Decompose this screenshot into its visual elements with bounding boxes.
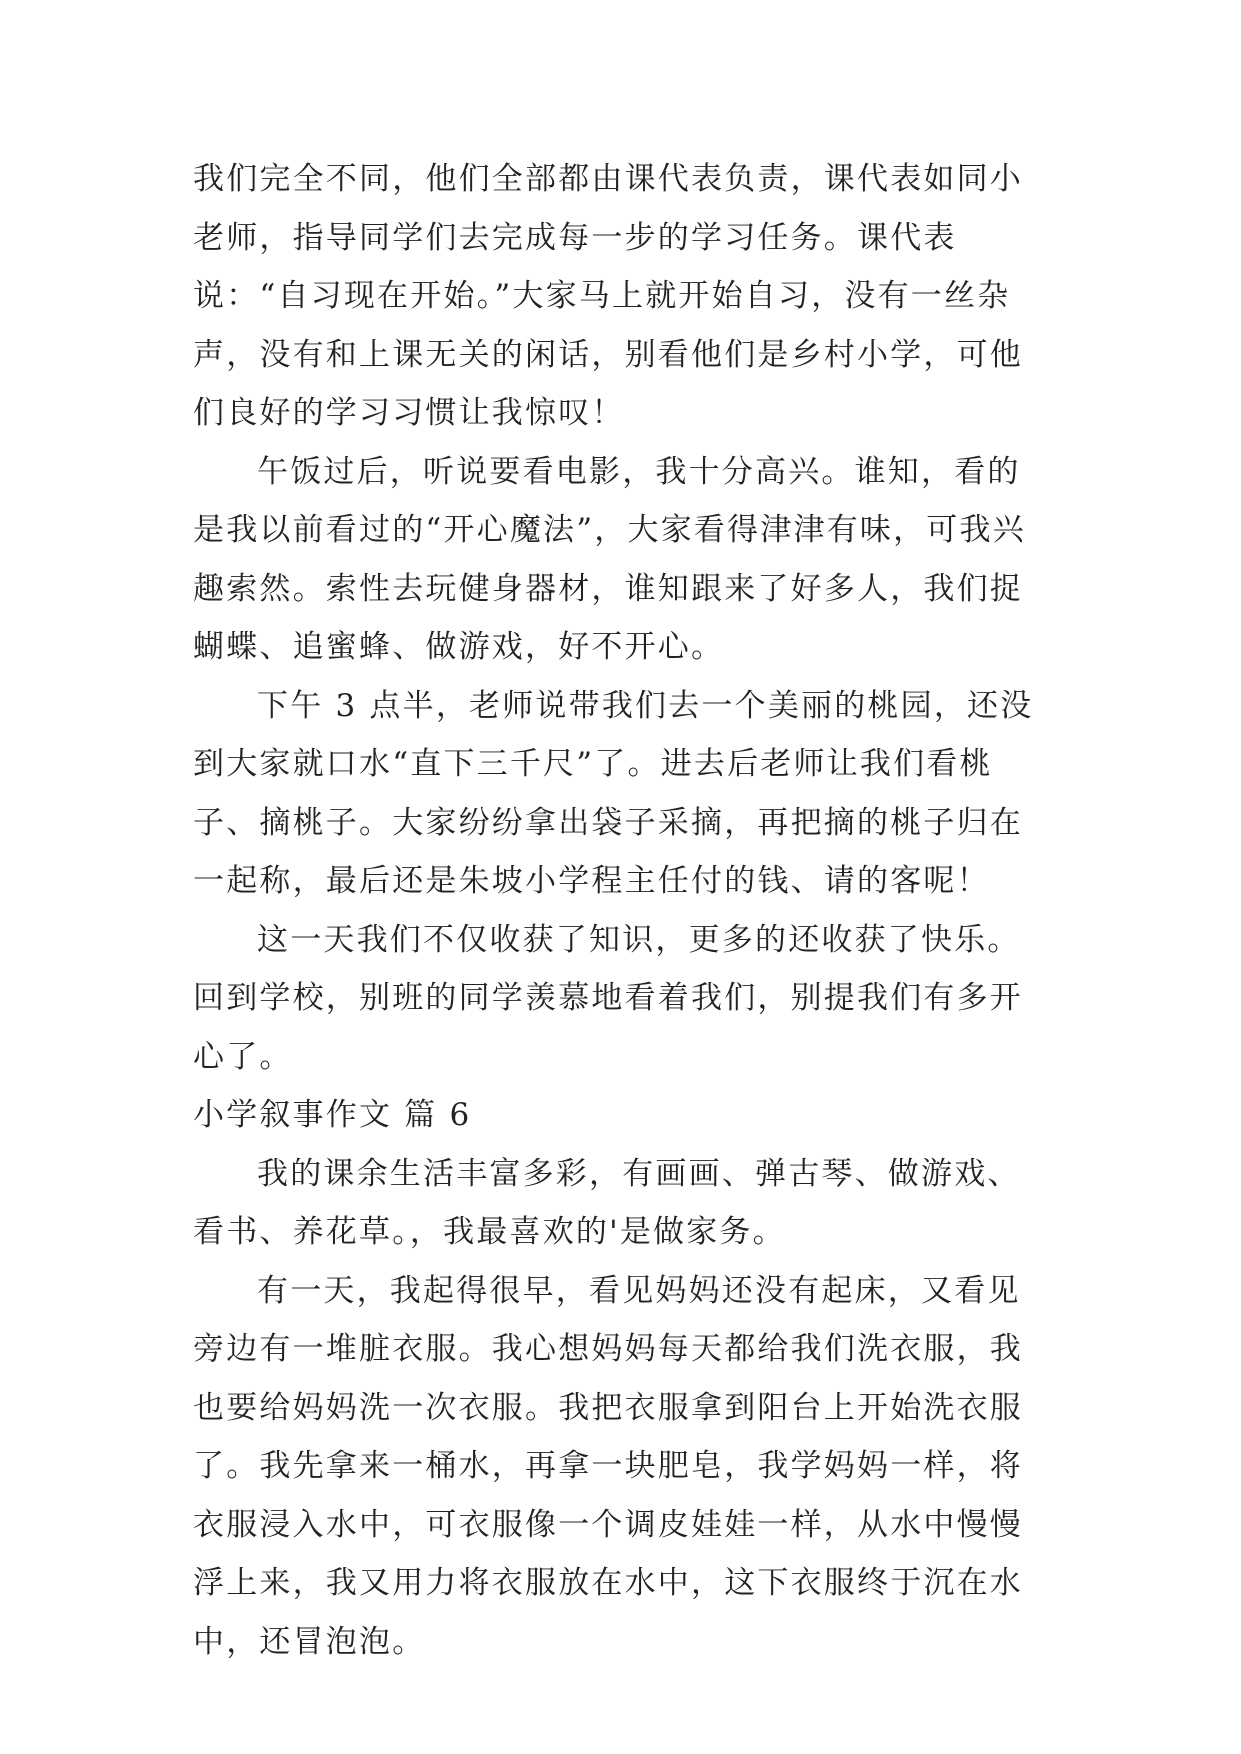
paragraph-1: 我们完全不同，他们全部都由课代表负责，课代表如同小老师，指导同学们去完成每一步的学习任务。课代表说：“自习现在开始。”大家马上就开始自习，没有一丝杂声，没有和上课无关的闲话，别看他们是乡村小学，可他们良好的学习习惯让我惊叹！ [193,161,1023,431]
paragraph-5: 我的课余生活丰富多彩，有画画、弹古琴、做游戏、看书、养花草。，我最喜欢的'是做家务。 [193,1155,1021,1250]
document-body [193,150,1053,1671]
paragraph-3: 下午 3 点半，老师说带我们去一个美丽的桃园，还没到大家就口水“直下三千尺”了。进去后老师让我们看桃子、摘桃子。大家纷纷拿出袋子采摘，再把摘的桃子归在一起称，最后还是朱坡小学程主任付的钱、请的客呢！ [193,687,1034,899]
section-heading: 小学叙事作文 篇 6 [193,1097,472,1133]
paragraph-4: 这一天我们不仅收获了知识，更多的还收获了快乐。回到学校，别班的同学羡慕地看着我们，别提我们有多开心了。 [193,921,1023,1075]
paragraph-2: 午饭过后，听说要看电影，我十分高兴。谁知，看的是我以前看过的“开心魔法”，大家看得津津有味，可我兴趣索然。索性去玩健身器材，谁知跟来了好多人，我们捉蝴蝶、追蜜蜂、做游戏，好不开心。 [193,453,1026,665]
paragraph-6: 有一天，我起得很早，看见妈妈还没有起床，又看见旁边有一堆脏衣服。我心想妈妈每天都给我们洗衣服，我也要给妈妈洗一次衣服。我把衣服拿到阳台上开始洗衣服了。我先拿来一桶水，再拿一块肥皂，我学妈妈一样，将衣服浸入水中，可衣服像一个调皮娃娃一样，从水中慢慢浮上来，我又用力将衣服放在水中，这下衣服终于沉在水中，还冒泡泡。 [193,1272,1023,1660]
